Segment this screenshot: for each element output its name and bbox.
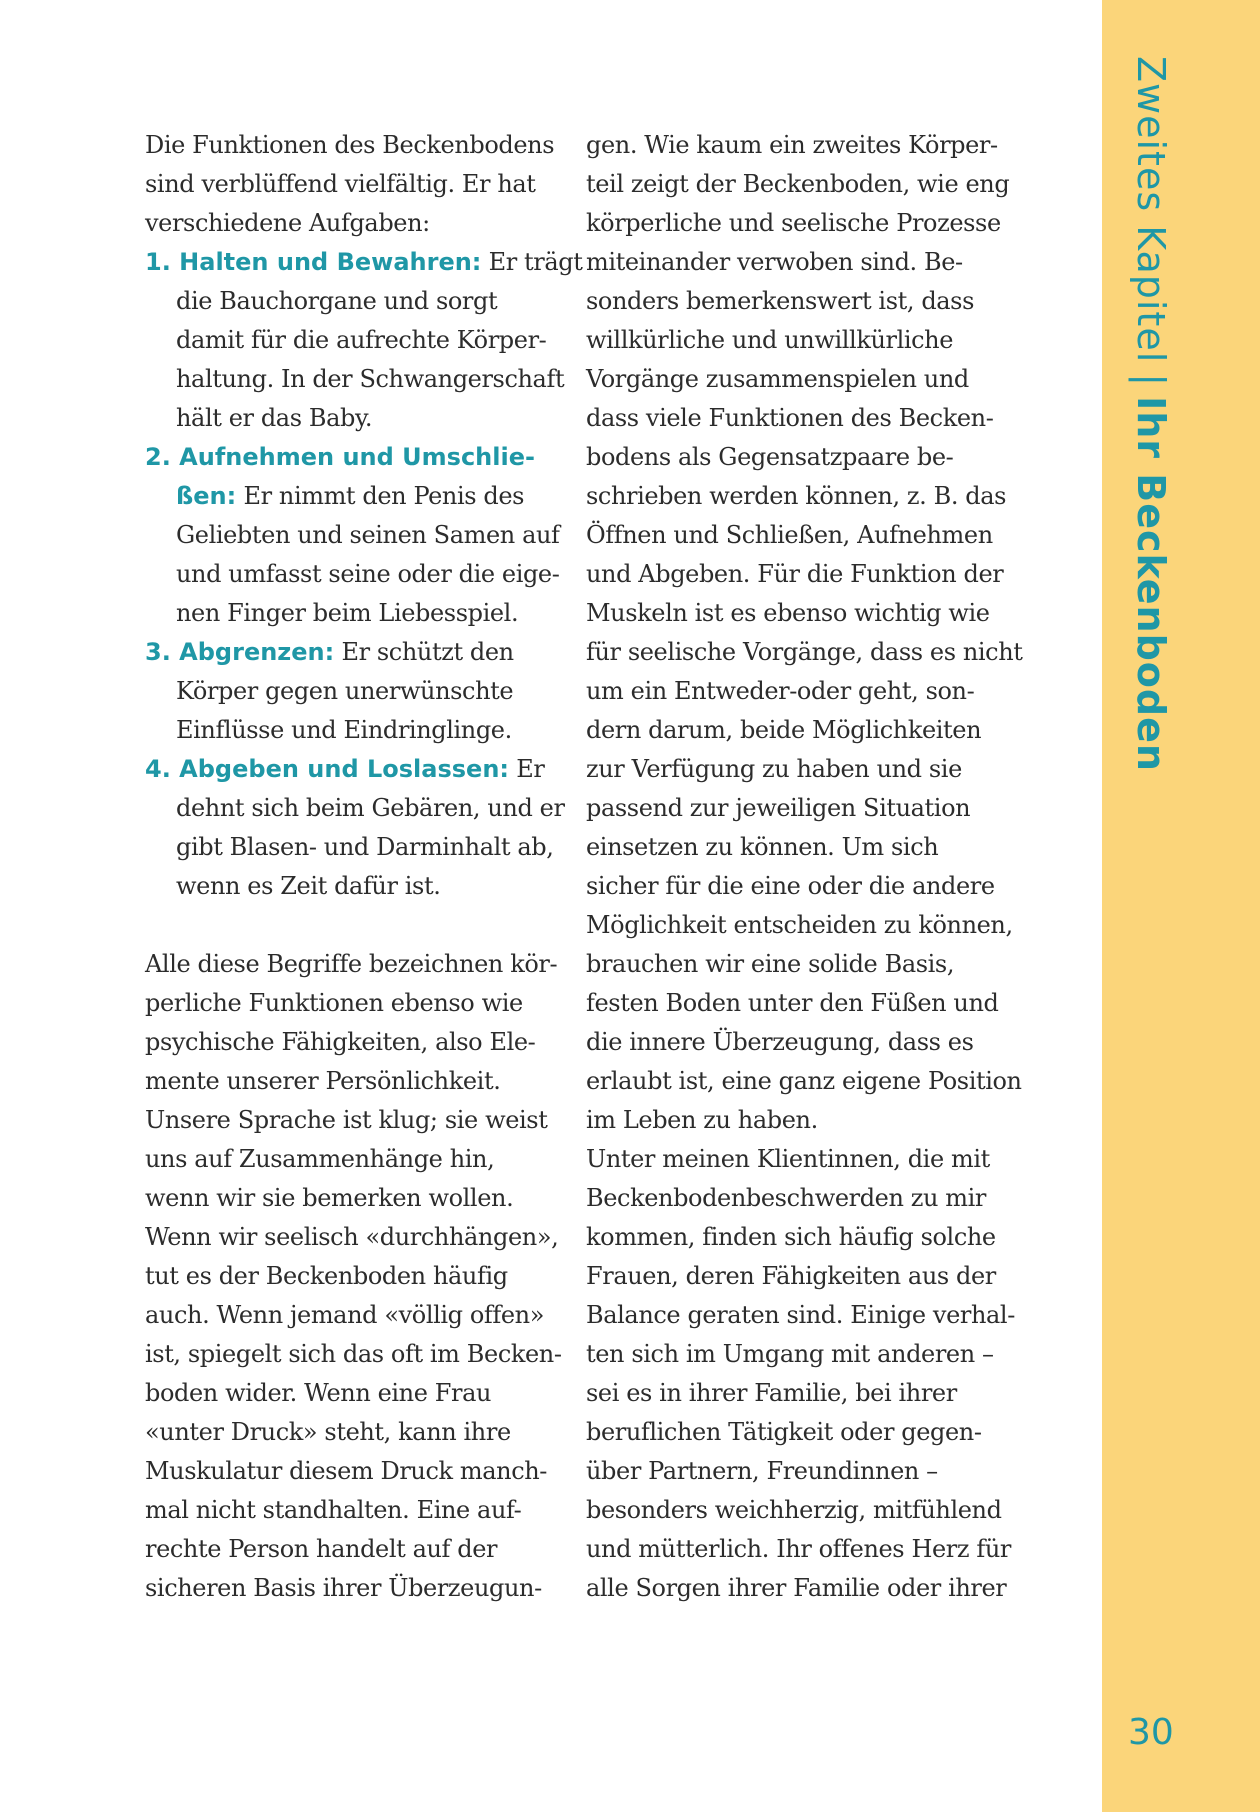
text-line: um ein Entweder-oder geht, son-	[586, 677, 975, 705]
list-item-text: Geliebten und seinen Samen auf	[176, 521, 560, 549]
text-line: Vorgänge zusammenspielen und	[586, 365, 969, 393]
list-item-heading-continued: ßen:	[176, 482, 237, 510]
list-item-text: Er	[509, 755, 545, 783]
text-line: sicher für die eine oder die andere	[586, 872, 995, 900]
text-line: gen. Wie kaum ein zweites Körper-	[586, 131, 998, 159]
text-line: brauchen wir eine solide Basis,	[586, 950, 955, 978]
page-number: 30	[1128, 1712, 1174, 1753]
list-item-text: Er schützt den	[334, 638, 514, 666]
text-line: dass viele Funktionen des Becken-	[586, 404, 994, 432]
text-line: Balance geraten sind. Einige verhal-	[586, 1301, 1015, 1329]
text-line: festen Boden unter den Füßen und	[586, 989, 999, 1017]
list-item-text: und umfasst seine oder die eige-	[176, 560, 560, 588]
chapter-subtitle: Ihr Beckenboden	[1129, 396, 1173, 772]
list-item-text: wenn es Zeit dafür ist.	[176, 872, 441, 900]
list-item-text: haltung. In der Schwangerschaft	[176, 365, 565, 393]
list-item-text: damit für die aufrechte Körper-	[176, 326, 547, 354]
chapter-side-band	[1102, 0, 1260, 1812]
right-text-column	[586, 126, 1023, 1608]
text-line: wenn wir sie bemerken wollen.	[145, 1184, 514, 1212]
text-line: tut es der Beckenboden häufig	[145, 1262, 508, 1290]
list-item-text: dehnt sich beim Gebären, und er	[176, 794, 565, 822]
text-line: Wenn wir seelisch «durchhängen»,	[145, 1223, 559, 1251]
text-line: perliche Funktionen ebenso wie	[145, 989, 523, 1017]
text-line: kommen, finden sich häufig solche	[586, 1223, 996, 1251]
text-line: willkürliche und unwillkürliche	[586, 326, 954, 354]
text-line: teil zeigt der Beckenboden, wie eng	[586, 170, 1010, 198]
text-line: Muskulatur diesem Druck manch-	[145, 1457, 548, 1485]
list-item-text: die Bauchorgane und sorgt	[176, 287, 498, 315]
text-line: rechte Person handelt auf der	[145, 1535, 498, 1563]
list-item-3	[145, 633, 565, 750]
chapter-label: Zweites Kapitel	[1129, 56, 1173, 364]
text-line: körperliche und seelische Prozesse	[586, 209, 1001, 237]
text-line: mal nicht standhalten. Eine auf-	[145, 1496, 522, 1524]
text-line: «unter Druck» steht, kann ihre	[145, 1418, 511, 1446]
list-item-text: hält er das Baby.	[176, 404, 373, 432]
text-line: beruflichen Tätigkeit oder gegen-	[586, 1418, 982, 1446]
text-line: und Abgeben. Für die Funktion der	[586, 560, 1004, 588]
list-item-text: gibt Blasen- und Darminhalt ab,	[176, 833, 554, 861]
text-line: und mütterlich. Ihr offenes Herz für	[586, 1535, 1011, 1563]
chapter-running-title	[1131, 56, 1171, 772]
text-line: sei es in ihrer Familie, bei ihrer	[586, 1379, 957, 1407]
text-line: ten sich im Umgang mit anderen –	[586, 1340, 994, 1368]
text-line: dern darum, beide Möglichkeiten	[586, 716, 982, 744]
text-line: über Partnern, Freundinnen –	[586, 1457, 938, 1485]
list-item-text: nen Finger beim Liebesspiel.	[176, 599, 519, 627]
text-line: Unsere Sprache ist klug; sie weist	[145, 1106, 548, 1134]
text-line: Beckenbodenbeschwerden zu mir	[586, 1184, 987, 1212]
title-separator: |	[1129, 373, 1173, 387]
list-item-text: Körper gegen unerwünschte	[176, 677, 514, 705]
text-line: sicheren Basis ihrer Überzeugun-	[145, 1574, 542, 1602]
text-line: ist, spiegelt sich das oft im Becken-	[145, 1340, 562, 1368]
left-text-column	[145, 126, 583, 1608]
text-line: Alle diese Begriffe bezeichnen kör-	[145, 950, 558, 978]
text-line: auch. Wenn jemand «völlig offen»	[145, 1301, 545, 1329]
list-item-heading: 2. Aufnehmen und Umschlie-	[145, 443, 535, 471]
list-item-2	[145, 438, 565, 633]
text-line: einsetzen zu können. Um sich	[586, 833, 939, 861]
list-item-1	[145, 243, 583, 438]
text-line: erlaubt ist, eine ganz eigene Position	[586, 1067, 1022, 1095]
text-line: Möglichkeit entscheiden zu können,	[586, 911, 1013, 939]
list-item-text: Er trägt	[481, 248, 583, 276]
list-item-heading: 3. Abgrenzen:	[145, 638, 335, 666]
text-line: die innere Überzeugung, dass es	[586, 1028, 974, 1056]
text-line: boden wider. Wenn eine Frau	[145, 1379, 492, 1407]
list-item-heading: 1. Halten und Bewahren:	[145, 248, 482, 276]
intro-line: sind verblüffend vielfältig. Er hat	[145, 170, 536, 198]
text-line: schrieben werden können, z. B. das	[586, 482, 1007, 510]
text-line: für seelische Vorgänge, dass es nicht	[586, 638, 1023, 666]
intro-line: Die Funktionen des Beckenbodens	[145, 131, 555, 159]
text-line: zur Verfügung zu haben und sie	[586, 755, 962, 783]
text-line: im Leben zu haben.	[586, 1106, 818, 1134]
text-line: besonders weichherzig, mitfühlend	[586, 1496, 1002, 1524]
text-line: Frauen, deren Fähigkeiten aus der	[586, 1262, 996, 1290]
text-line: bodens als Gegensatzpaare be-	[586, 443, 954, 471]
text-line: psychische Fähigkeiten, also Ele-	[145, 1028, 536, 1056]
text-line: passend zur jeweiligen Situation	[586, 794, 971, 822]
text-line: Muskeln ist es ebenso wichtig wie	[586, 599, 990, 627]
intro-line: verschiedene Aufgaben:	[145, 209, 430, 237]
paragraph-gap	[145, 906, 565, 945]
text-line: Öffnen und Schließen, Aufnehmen	[586, 521, 993, 549]
text-line: miteinander verwoben sind. Be-	[586, 248, 963, 276]
list-item-heading: 4. Abgeben und Loslassen:	[145, 755, 510, 783]
text-line: sonders bemerkenswert ist, dass	[586, 287, 975, 315]
list-item-4	[145, 750, 565, 906]
body-paragraph	[145, 945, 565, 1608]
list-item-text: Einflüsse und Eindringlinge.	[176, 716, 512, 744]
list-item-text: Er nimmt den Penis des	[236, 482, 525, 510]
text-line: Unter meinen Klientinnen, die mit	[586, 1145, 990, 1173]
text-line: uns auf Zusammenhänge hin,	[145, 1145, 495, 1173]
text-line: alle Sorgen ihrer Familie oder ihrer	[586, 1574, 1007, 1602]
text-line: mente unserer Persönlichkeit.	[145, 1067, 501, 1095]
